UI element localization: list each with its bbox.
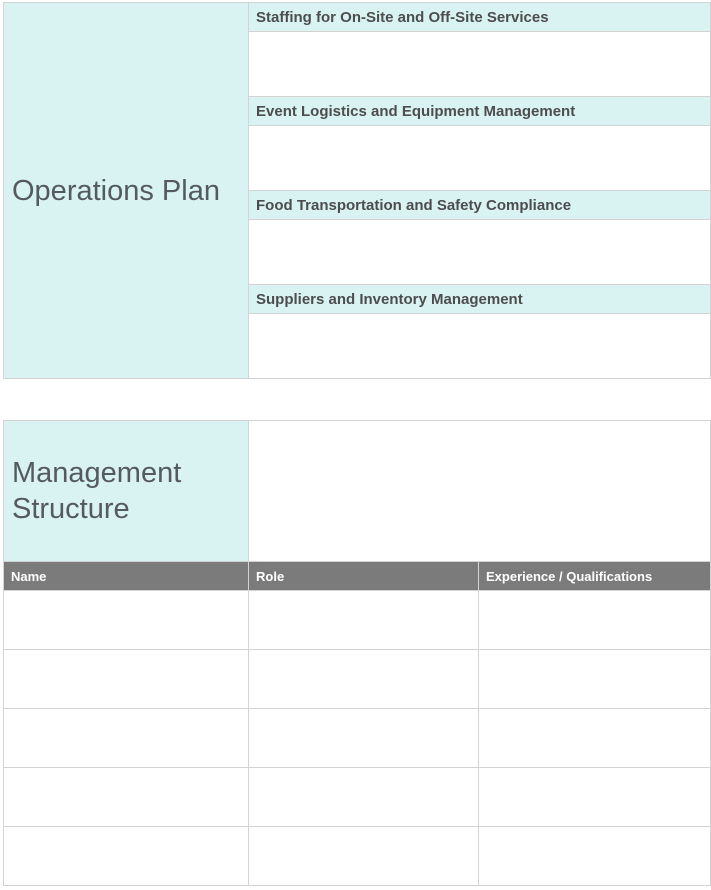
management-structure-title <box>4 421 249 562</box>
name-cell[interactable] <box>4 650 249 709</box>
experience-cell[interactable] <box>479 650 711 709</box>
name-cell[interactable] <box>4 709 249 768</box>
column-header-name: Name <box>4 562 249 591</box>
experience-cell[interactable] <box>479 591 711 650</box>
suppliers-heading: Suppliers and Inventory Management <box>249 285 711 314</box>
role-cell[interactable] <box>249 768 479 827</box>
column-header-experience: Experience / Qualifications <box>479 562 711 591</box>
role-cell[interactable] <box>249 709 479 768</box>
suppliers-content[interactable] <box>249 314 711 379</box>
staffing-heading: Staffing for On-Site and Off-Site Services <box>249 3 711 32</box>
column-header-role: Role <box>249 562 479 591</box>
food-safety-heading: Food Transportation and Safety Compliance <box>249 191 711 220</box>
logistics-content[interactable] <box>249 126 711 191</box>
name-cell[interactable] <box>4 591 249 650</box>
food-safety-content[interactable] <box>249 220 711 285</box>
role-cell[interactable] <box>249 650 479 709</box>
management-title-line2: Structure <box>12 493 130 525</box>
name-cell[interactable] <box>4 827 249 886</box>
experience-cell[interactable] <box>479 827 711 886</box>
management-structure-table <box>3 420 711 886</box>
management-title-line1: Management <box>12 457 182 489</box>
table-row <box>4 768 711 827</box>
name-cell[interactable] <box>4 768 249 827</box>
table-row <box>4 827 711 886</box>
table-row <box>4 709 711 768</box>
table-row <box>4 591 711 650</box>
experience-cell[interactable] <box>479 709 711 768</box>
role-cell[interactable] <box>249 591 479 650</box>
experience-cell[interactable] <box>479 768 711 827</box>
staffing-content[interactable] <box>249 32 711 97</box>
logistics-heading: Event Logistics and Equipment Management <box>249 97 711 126</box>
table-row <box>4 650 711 709</box>
management-description[interactable] <box>249 421 711 562</box>
operations-plan-table <box>3 2 711 379</box>
role-cell[interactable] <box>249 827 479 886</box>
operations-plan-title: Operations Plan <box>4 3 249 379</box>
